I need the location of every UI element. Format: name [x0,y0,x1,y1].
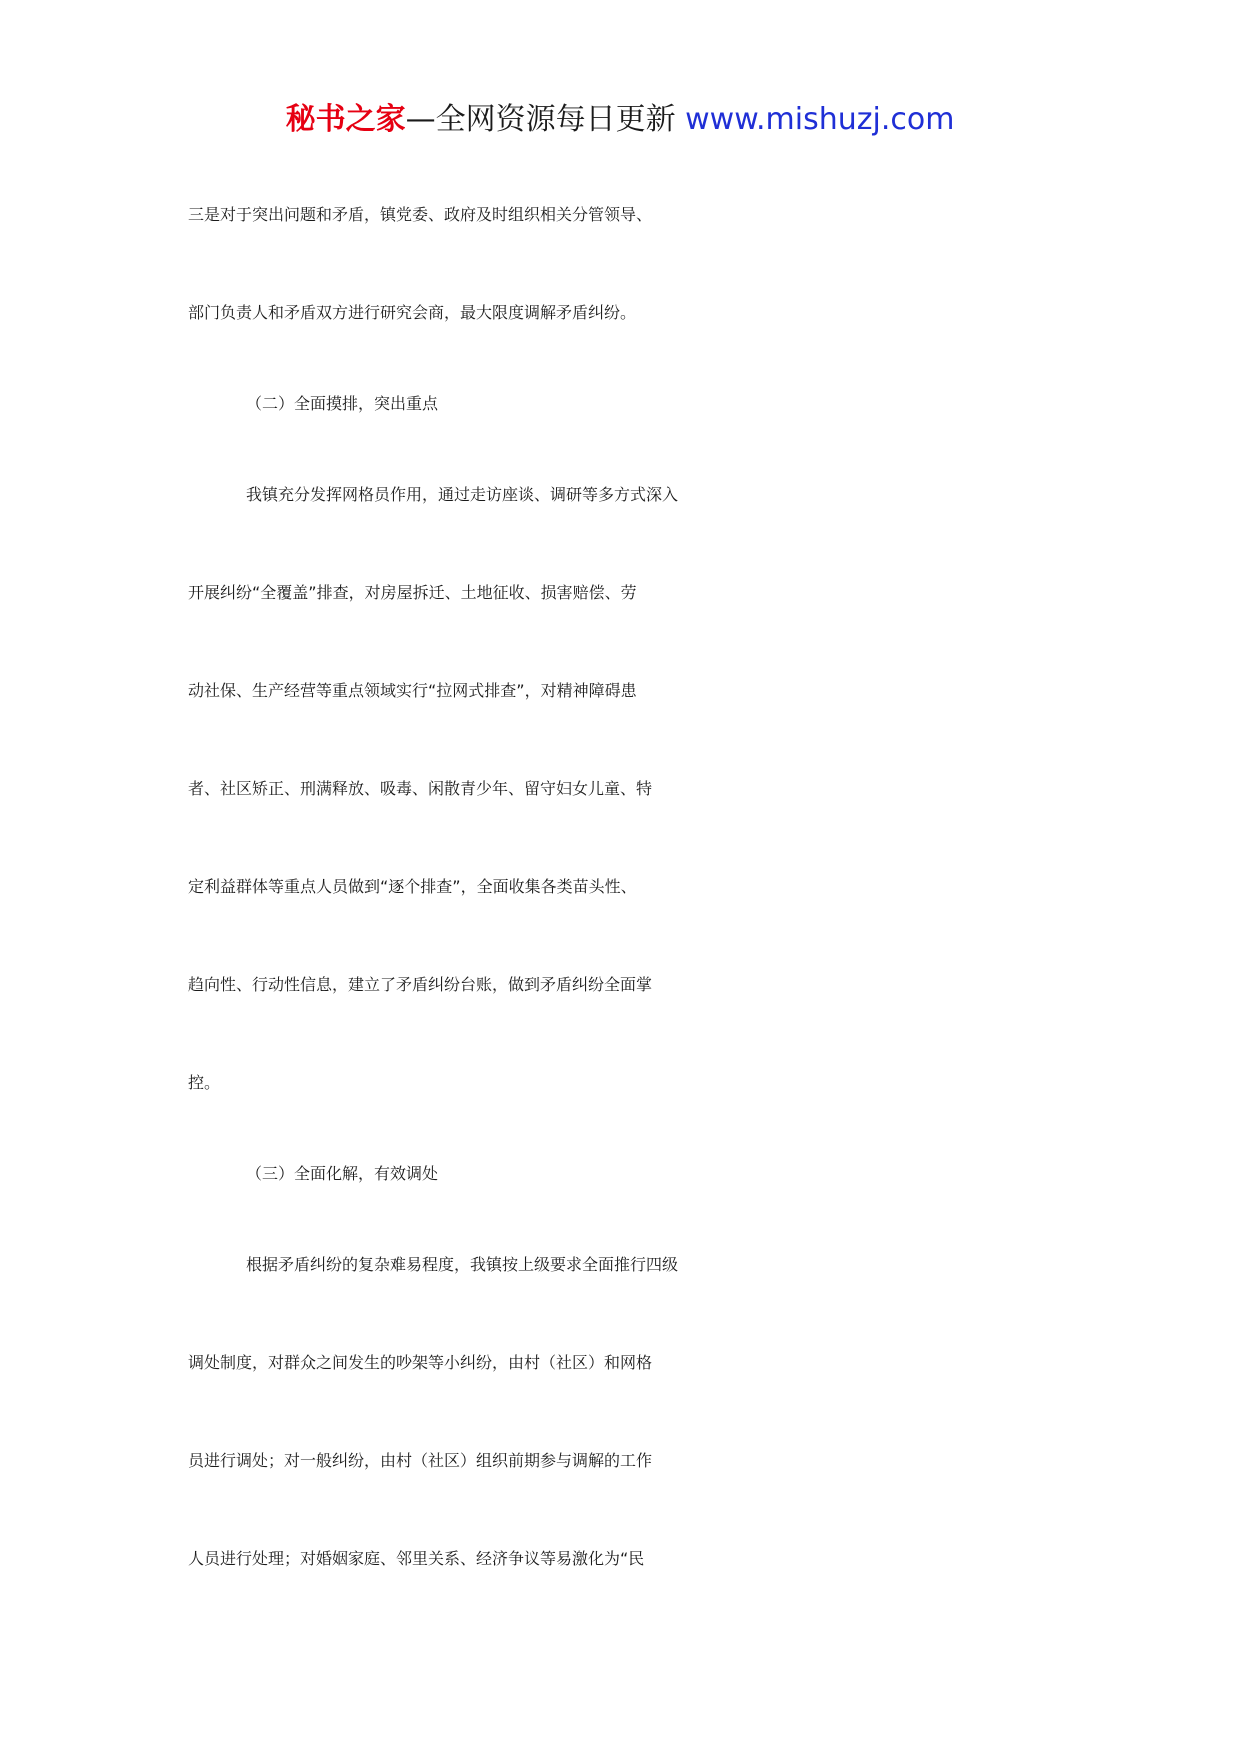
body-line: 三是对于突出问题和矛盾，镇党委、政府及时组织相关分管领导、 [188,205,653,224]
body-line: 调处制度，对群众之间发生的吵架等小纠纷，由村（社区）和网格 [188,1353,653,1372]
body-line: 人员进行处理；对婚姻家庭、邻里关系、经济争议等易激化为“民 [188,1549,645,1568]
body-line: 开展纠纷“全覆盖”排查，对房屋拆迁、土地征收、损害赔偿、劳 [188,583,637,602]
site-header [0,100,1240,140]
site-url-link[interactable]: www.mishuzj.com [685,102,955,137]
body-line: 者、社区矫正、刑满释放、吸毒、闲散青少年、留守妇女儿童、特 [188,779,653,798]
body-line: 趋向性、行动性信息，建立了矛盾纠纷台账，做到矛盾纠纷全面掌 [188,975,653,994]
body-line: 部门负责人和矛盾双方进行研究会商，最大限度调解矛盾纠纷。 [188,303,637,322]
body-line: 员进行调处；对一般纠纷，由村（社区）组织前期参与调解的工作 [188,1451,653,1470]
section-heading: （二）全面摸排，突出重点 [246,394,439,413]
body-line: 控。 [188,1073,221,1092]
body-line: 动社保、生产经营等重点领域实行“拉网式排查”，对精神障碍患 [188,681,637,700]
body-line: 定利益群体等重点人员做到“逐个排查”，全面收集各类苗头性、 [188,877,637,896]
site-tagline: —全网资源每日更新 [405,102,686,137]
body-line: 根据矛盾纠纷的复杂难易程度，我镇按上级要求全面推行四级 [246,1255,679,1274]
document-body [188,166,1054,1608]
section-heading: （三）全面化解，有效调处 [246,1164,439,1183]
site-brand: 秘书之家 [285,102,406,137]
body-line: 我镇充分发挥网格员作用，通过走访座谈、调研等多方式深入 [246,485,679,504]
